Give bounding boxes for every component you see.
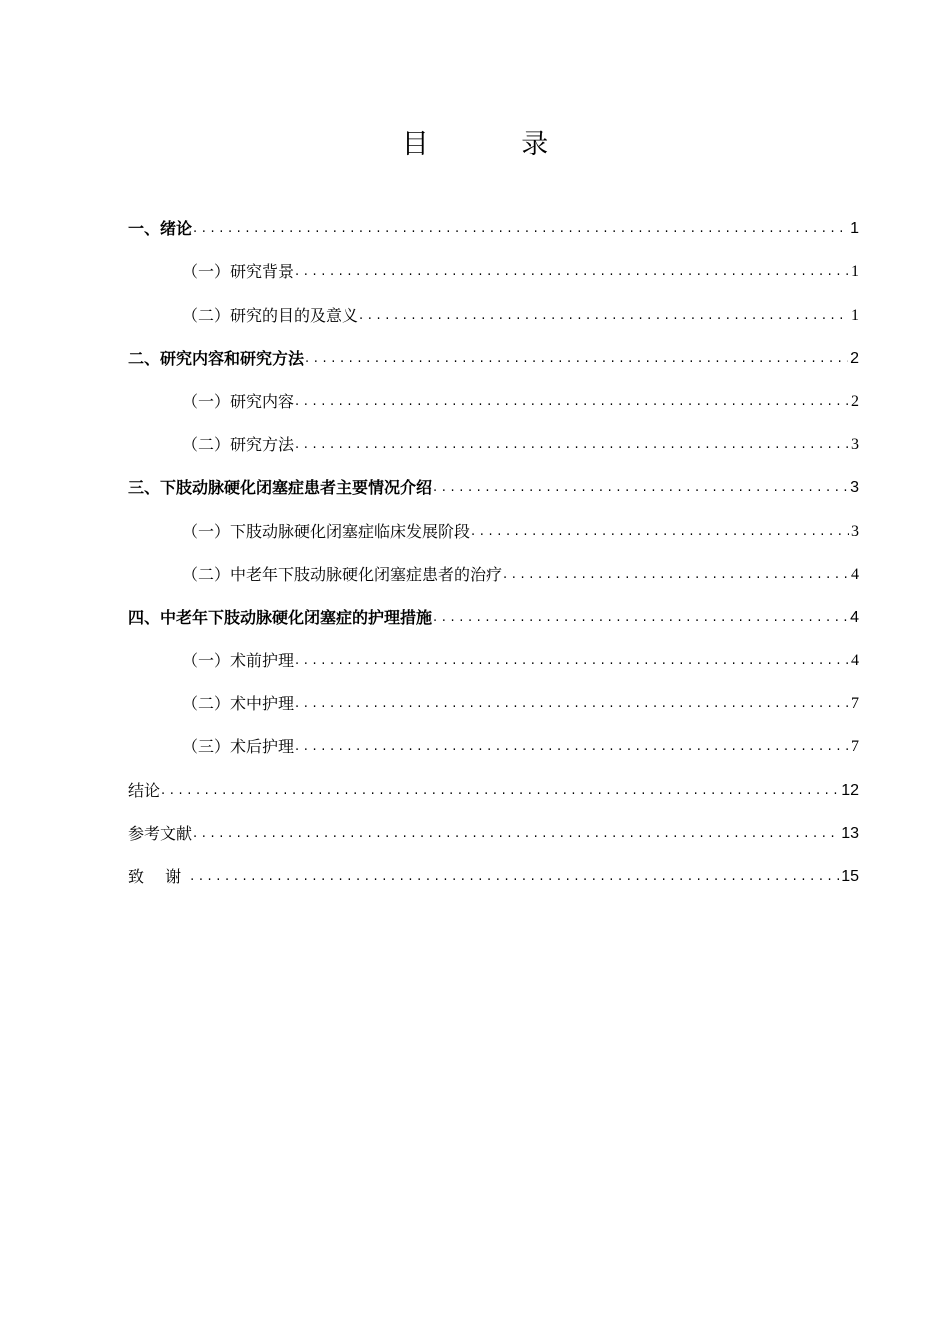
toc-page-number: 1 <box>850 220 859 238</box>
toc-entry-text: （一）下肢动脉硬化闭塞症临床发展阶段 <box>182 521 471 541</box>
toc-page-number: 13 <box>841 824 859 842</box>
toc-page-number: 2 <box>850 349 859 367</box>
toc-entry-text: （二）术中护理 <box>182 694 295 714</box>
dot-leader <box>193 824 839 844</box>
dot-leader <box>190 867 839 887</box>
toc-entry-text: （一）研究背景 <box>182 262 295 282</box>
toc-title: 目 录 <box>401 129 591 160</box>
toc-page-number: 3 <box>850 479 859 497</box>
toc-page-number: 3 <box>851 436 859 454</box>
dot-leader <box>295 262 849 282</box>
toc-page-number: 12 <box>841 781 859 799</box>
dot-leader <box>295 651 849 671</box>
toc-entry[interactable] <box>128 671 859 714</box>
dot-leader <box>305 349 848 369</box>
dot-leader <box>433 478 848 498</box>
dot-leader <box>503 565 849 585</box>
toc-entry-text: 结论 <box>128 780 161 800</box>
toc-page-number: 4 <box>851 652 859 670</box>
dot-leader <box>295 435 849 455</box>
dot-leader <box>433 608 848 628</box>
dot-leader <box>193 219 848 239</box>
toc-entry-text: 致 谢 <box>128 867 190 886</box>
toc-page-number: 4 <box>851 565 859 583</box>
toc-list <box>128 196 859 887</box>
toc-entry[interactable] <box>128 757 859 800</box>
toc-entry-text: （一）研究内容 <box>182 391 295 411</box>
toc-entry-text: 三、下肢动脉硬化闭塞症患者主要情况介绍 <box>128 478 433 498</box>
dot-leader <box>359 306 849 326</box>
toc-entry[interactable] <box>128 196 859 239</box>
dot-leader <box>295 694 849 714</box>
dot-leader <box>295 737 849 757</box>
toc-entry[interactable] <box>128 326 859 369</box>
toc-entry[interactable] <box>128 412 859 455</box>
toc-entry[interactable] <box>128 628 859 671</box>
dot-leader <box>471 522 849 542</box>
toc-entry-text: （二）中老年下肢动脉硬化闭塞症患者的治疗 <box>182 564 503 584</box>
toc-entry-text: （一）术前护理 <box>182 651 295 671</box>
toc-entry-text: 参考文献 <box>128 823 193 843</box>
toc-page-number: 15 <box>841 868 859 885</box>
toc-page-number: 3 <box>851 522 859 540</box>
toc-page-number: 1 <box>851 263 859 281</box>
toc-entry[interactable] <box>128 498 859 541</box>
dot-leader <box>161 781 839 801</box>
toc-entry-text: 二、研究内容和研究方法 <box>128 348 305 368</box>
toc-entry[interactable] <box>128 801 859 844</box>
toc-entry[interactable] <box>128 369 859 412</box>
toc-entry[interactable] <box>128 714 859 757</box>
toc-page-number: 4 <box>850 608 859 626</box>
toc-entry[interactable] <box>128 542 859 585</box>
toc-page-number: 1 <box>851 306 859 324</box>
toc-entry[interactable] <box>128 455 859 498</box>
toc-entry[interactable] <box>128 844 859 887</box>
toc-page-number: 7 <box>851 695 859 713</box>
toc-entry-text: 四、中老年下肢动脉硬化闭塞症的护理措施 <box>128 607 433 627</box>
toc-entry-text: （二）研究方法 <box>182 435 295 455</box>
toc-entry-text: （二）研究的目的及意义 <box>182 305 359 325</box>
toc-entry[interactable] <box>128 282 859 325</box>
dot-leader <box>295 392 849 412</box>
toc-entry-text: 一、绪论 <box>128 219 193 239</box>
toc-entry[interactable] <box>128 239 859 282</box>
toc-entry[interactable] <box>128 585 859 628</box>
toc-page-number: 2 <box>851 392 859 410</box>
toc-page-number: 7 <box>851 738 859 756</box>
toc-entry-text: （三）术后护理 <box>182 737 295 757</box>
